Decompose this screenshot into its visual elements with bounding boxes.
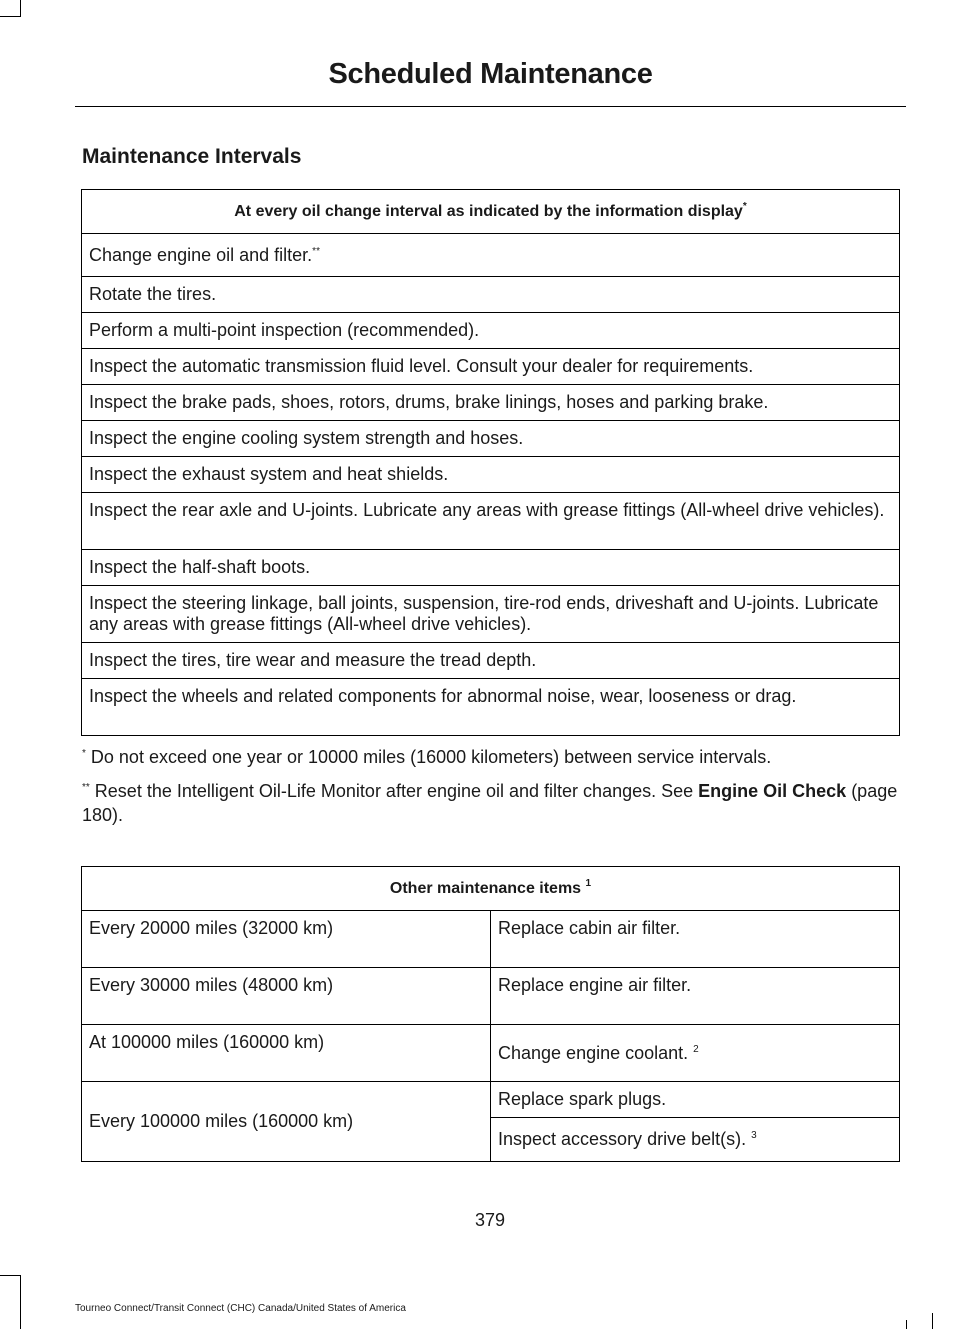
footnote-oil-life-monitor: ** Reset the Intelligent Oil-Life Monitor after engine oil and filter changes. See Engine Oil Check (page 180). — [82, 781, 898, 825]
interval-cell: Every 100000 miles (160000 km) — [82, 1082, 491, 1162]
page-title: Scheduled Maintenance — [328, 58, 653, 90]
engine-oil-check-link[interactable]: Engine Oil Check — [698, 781, 847, 801]
action-cell: Change engine coolant. $^2$ — [491, 1025, 900, 1082]
action-cell: Replace cabin air filter. — [491, 911, 900, 968]
table-row: Inspect the automatic transmission fluid level. Consult your dealer for requirements. — [82, 349, 900, 385]
table-row: Inspect the brake pads, shoes, rotors, drums, brake linings, hoses and parking brake. — [82, 385, 900, 421]
crop-mark — [0, 1275, 20, 1276]
section-heading: Maintenance Intervals — [82, 145, 302, 168]
table-row: Inspect the wheels and related components for abnormal noise, wear, looseness or drag. — [82, 679, 900, 736]
crop-mark — [0, 16, 20, 17]
table-row: Change engine oil and filter.** — [82, 234, 900, 277]
crop-mark — [20, 1275, 21, 1329]
action-cell: Replace engine air filter. — [491, 968, 900, 1025]
interval-cell: Every 30000 miles (48000 km) — [82, 968, 491, 1025]
table-row: Inspect the tires, tire wear and measure the tread depth. — [82, 643, 900, 679]
other-maintenance-table — [81, 866, 900, 1162]
table-row: Inspect the rear axle and U-joints. Lubricate any areas with grease fittings (All-wheel drive vehicles). — [82, 493, 900, 550]
table-row: Perform a multi-point inspection (recommended). — [82, 313, 900, 349]
footnote-one-year-limit: * Do not exceed one year or 10000 miles (16000 kilometers) between service intervals. — [82, 747, 772, 767]
table-header: At every oil change interval as indicated by the information display* — [82, 190, 900, 234]
page-number: 379 — [474, 1210, 506, 1230]
footer-text: Tourneo Connect/Transit Connect (CHC) Canada/United States of America — [75, 1303, 406, 1314]
action-cell: Inspect accessory drive belt(s). $^3$ — [491, 1118, 900, 1162]
table-row: Inspect the engine cooling system strength and hoses. — [82, 421, 900, 457]
table-row: Rotate the tires. — [82, 277, 900, 313]
table-row: Inspect the steering linkage, ball joints, suspension, tire-rod ends, driveshaft and U-joints. Lubricate any areas with grease fittings (All-wheel drive vehicles). — [82, 586, 900, 643]
crop-mark — [932, 1313, 933, 1329]
table-row: Inspect the exhaust system and heat shields. — [82, 457, 900, 493]
oil-change-interval-table — [81, 189, 900, 736]
table-row: Inspect the half-shaft boots. — [82, 550, 900, 586]
title-divider — [75, 106, 906, 107]
crop-mark — [20, 0, 21, 17]
crop-mark — [906, 1320, 907, 1329]
interval-cell: Every 20000 miles (32000 km) — [82, 911, 491, 968]
interval-cell: At 100000 miles (160000 km) — [82, 1025, 491, 1082]
table-header: Other maintenance items $^1$ — [82, 867, 900, 911]
action-cell: Replace spark plugs. — [491, 1082, 900, 1118]
